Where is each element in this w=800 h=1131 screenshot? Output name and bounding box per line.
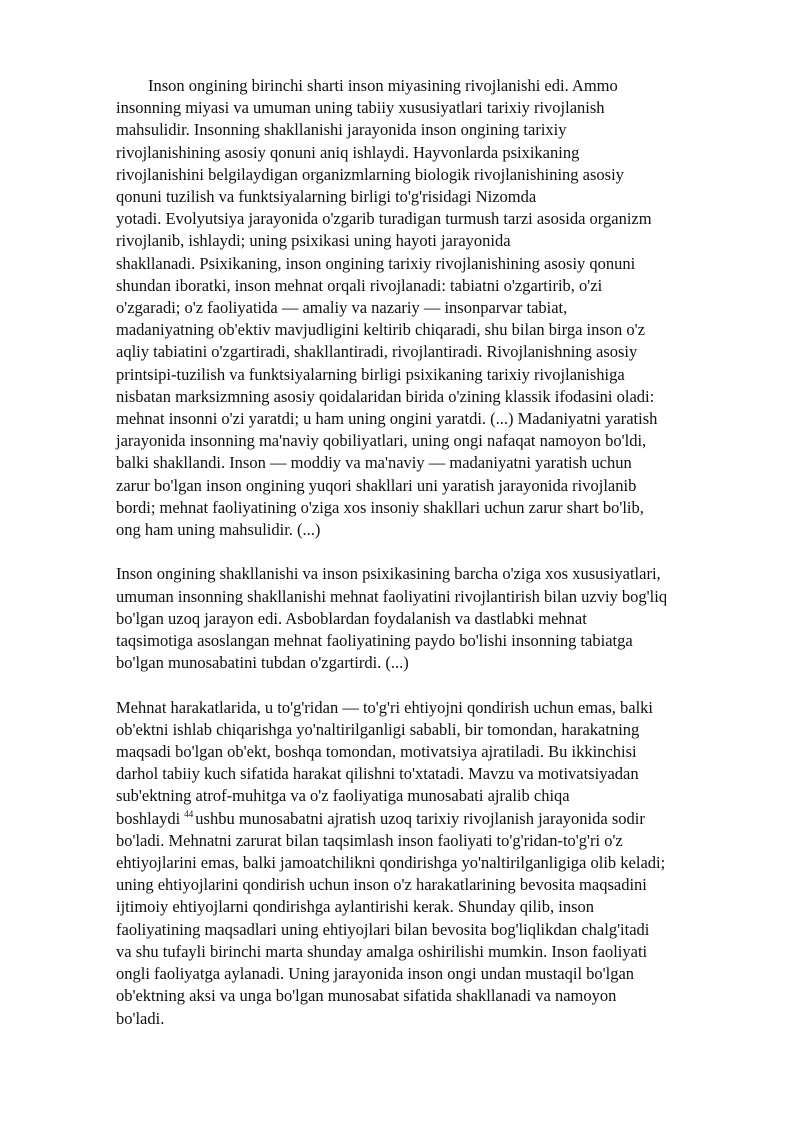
text-line: sub'ektning atrof-muhitga va o'z faoliyatiga munosabati ajralib chiqa <box>116 786 570 806</box>
paragraph-spacer <box>116 541 696 563</box>
paragraph-spacer <box>116 674 696 696</box>
text-line: uning ehtiyojlarini qondirish uchun inson o'z harakatlarining bevosita maqsadini <box>116 875 647 895</box>
text-line: faoliyatining maqsadlari uning ehtiyojlari bilan bevosita bog'liqlikdan chalg'itadi <box>116 919 650 939</box>
text-line: ob'ektni ishlab chiqarishga yo'naltirilganligi sababli, bir tomondan, harakatning <box>116 719 640 739</box>
text-line: Inson ongining birinchi sharti inson miyasining rivojlanishi edi. Ammo <box>148 76 618 95</box>
text-line: madaniyatning ob'ektiv mavjudligini keltirib chiqaradi, shu bilan birga inson o'z <box>116 320 645 340</box>
paragraph-2 <box>116 563 696 674</box>
text-line-with-footnote <box>116 808 696 830</box>
text-line: printsipi-tuzilish va funktsiyalarning birligi psixikaning tarixiy rivojlanishiga <box>116 364 625 384</box>
paragraph-3 <box>116 697 696 1030</box>
text-line: qonuni tuzilish va funktsiyalarning birligi to'g'risidagi Nizomda <box>116 187 537 207</box>
text-line: insonning miyasi va umuman uning tabiiy xususiyatlari tarixiy rivojlanish <box>116 98 605 118</box>
text-line: ongli faoliyatga aylanadi. Uning jarayonida inson ongi undan mustaqil bo'lgan <box>116 964 635 984</box>
text-line: bo'ladi. <box>116 1008 165 1028</box>
text-line: maqsadi bo'lgan ob'ekt, boshqa tomondan, motivatsiya ajratiladi. Bu ikkinchisi <box>116 742 637 762</box>
paragraph-1 <box>116 75 696 541</box>
text-line: Inson ongining shakllanishi va inson psixikasining barcha o'ziga xos xususiyatlari, <box>116 564 661 584</box>
text-line: aqliy tabiatini o'zgartiradi, shakllantiradi, rivojlantiradi. Rivojlanishning asosiy <box>116 342 638 362</box>
text-line: jarayonida insonning ma'naviy qobiliyatlari, uning ongi nafaqat namoyon bo'ldi, <box>116 431 647 451</box>
text-line: bo'lgan uzoq jarayon edi. Asboblardan foydalanish va dastlabki mehnat <box>116 608 587 628</box>
text-line: darhol tabiiy kuch sifatida harakat qilishni to'xtatadi. Mavzu va motivatsiyadan <box>116 764 639 784</box>
text-line: rivojlanishini belgilaydigan organizmlarning biologik rivojlanishining asosiy <box>116 164 624 184</box>
text-line: ong ham uning mahsulidir. (...) <box>116 520 321 540</box>
text-line: ehtiyojlarini emas, balki jamoatchilikni qondirishga yo'naltirilganligiga olib keladi; <box>116 853 666 873</box>
text-line: shundan iboratki, inson mehnat orqali rivojlanadi: tabiatni o'zgartirib, o'zi <box>116 275 603 295</box>
text-line: rivojlanib, ishlaydi; uning psixikasi uning hayoti jarayonida <box>116 231 511 251</box>
text-line: va shu tufayli birinchi marta shunday amalga oshirilishi mumkin. Inson faoliyati <box>116 941 648 961</box>
text-line: taqsimotiga asoslangan mehnat faoliyatining paydo bo'lishi insonning tabiatga <box>116 631 633 651</box>
text-line: bordi; mehnat faoliyatining o'ziga xos insoniy shakllari uchun zarur shart bo'lib, <box>116 497 644 517</box>
text-line: nisbatan marksizmning asosiy qoidalaridan birida o'zining klassik ifodasini oladi: <box>116 386 655 406</box>
text-line: mahsulidir. Insonning shakllanishi jarayonida inson ongining tarixiy <box>116 120 567 140</box>
footnote-reference[interactable]: 44 <box>184 808 194 819</box>
text-line: mehnat insonni o'zi yaratdi; u ham uning ongini yaratdi. (...) Madaniyatni yaratish <box>116 409 658 429</box>
text-line: bo'lgan munosabatini tubdan o'zgartirdi. (...) <box>116 653 409 673</box>
text-line: o'zgaradi; o'z faoliyatida — amaliy va nazariy — insonparvar tabiat, <box>116 298 568 318</box>
text-fragment: boshlaydi <box>116 808 181 828</box>
text-line: rivojlanishining asosiy qonuni aniq ishlaydi. Hayvonlarda psixikaning <box>116 142 580 162</box>
document-page <box>116 75 696 1030</box>
text-line: shakllanadi. Psixikaning, inson ongining tarixiy rivojlanishining asosiy qonuni <box>116 253 636 273</box>
text-line: bo'ladi. Mehnatni zarurat bilan taqsimlash inson faoliyati to'g'ridan-to'g'ri o'z <box>116 830 623 850</box>
text-line: balki shakllandi. Inson — moddiy va ma'naviy — madaniyatni yaratish uchun <box>116 453 632 473</box>
text-line: yotadi. Evolyutsiya jarayonida o'zgarib turadigan turmush tarzi asosida organizm <box>116 209 652 229</box>
text-line: Mehnat harakatlarida, u to'g'ridan — to'g'ri ehtiyojni qondirish uchun emas, balki <box>116 697 654 717</box>
text-line: ijtimoiy ehtiyojlarni qondirishga aylantirishi kerak. Shunday qilib, inson <box>116 897 594 917</box>
text-line: umuman insonning shakllanishi mehnat faoliyatini rivojlantirish bilan uzviy bog'liq <box>116 586 668 606</box>
text-fragment: ushbu munosabatni ajratish uzoq tarixiy rivojlanish jarayonida sodir <box>195 808 645 828</box>
text-line: ob'ektning aksi va unga bo'lgan munosabat sifatida shakllanadi va namoyon <box>116 986 617 1006</box>
text-line: zarur bo'lgan inson ongining yuqori shakllari uni yaratish jarayonida rivojlanib <box>116 475 637 495</box>
